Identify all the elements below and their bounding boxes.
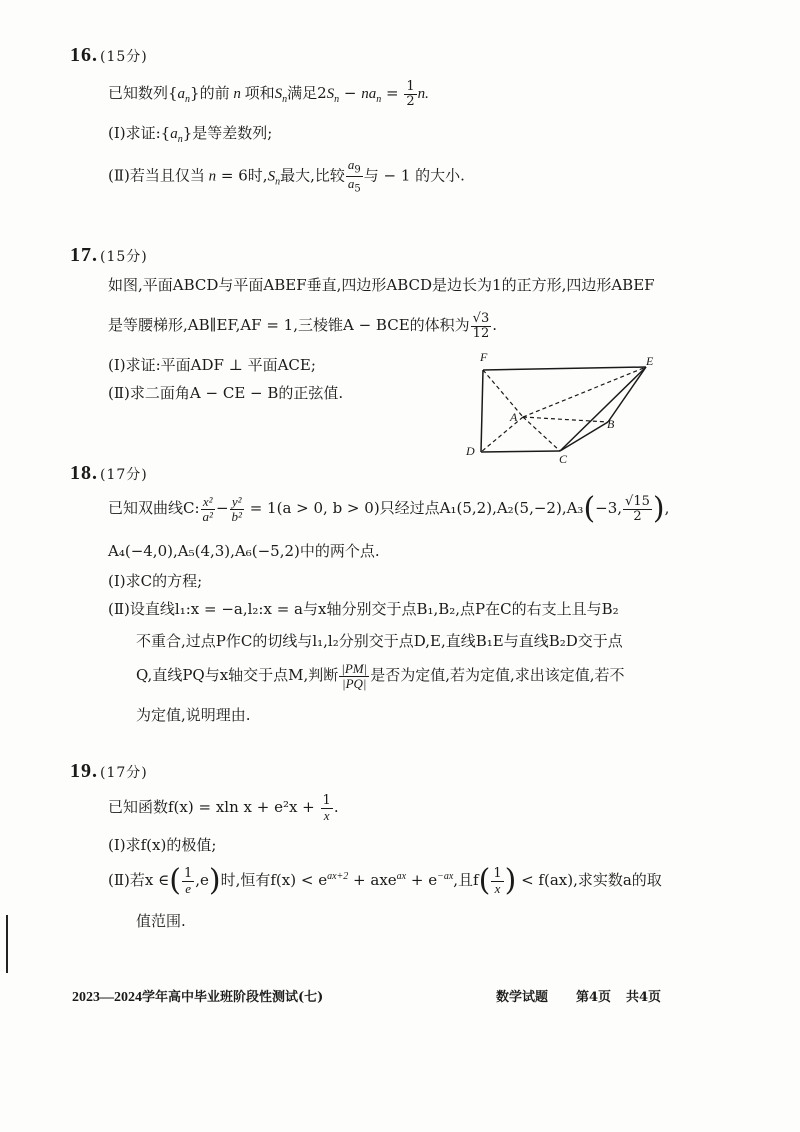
q18-part2-line4: 为定值,说明理由. <box>136 706 251 724</box>
fig-label-e: E <box>646 354 654 368</box>
q16-number: 16. (15分) <box>70 44 148 66</box>
q17-part1: (Ⅰ)求证:平面ADF ⊥ 平面ACE; <box>108 356 316 374</box>
footer-page: 第4页 <box>576 990 612 1005</box>
q18-part1: (Ⅰ)求C的方程; <box>108 572 203 590</box>
fig-label-a: A <box>510 410 518 424</box>
q18-part2-line2: 不重合,过点P作C的切线与l₁,l₂分别交于点D,E,直线B₁E与直线B₂D交于点 <box>136 632 623 650</box>
q18-part2-line1: (Ⅱ)设直线l₁:x = −a,l₂:x = a与x轴分别交于点B₁,B₂,点P在C的右支上且与B₂ <box>108 600 619 618</box>
q19-number: 19. (17分) <box>70 760 148 782</box>
fig-label-d: D <box>466 444 475 458</box>
fig-label-c: C <box>559 452 568 466</box>
fig-label-f: F <box>480 350 488 364</box>
footer-total: 共4页 <box>626 990 662 1005</box>
q18-line1: 已知双曲线C: $\frac{\text{x²}}{\text{a²}}$ − $\frac{\text{y²}}{\text{b²}}$ = 1(a > 0, b > 0)只经过点A₁(5,2),A₂(5,−2),A₃(−3, $\frac{√15}{2}$ ), <box>108 491 670 526</box>
fig-label-b: B <box>607 417 615 431</box>
q16-part1: (Ⅰ)求证$:\{a_n\}$是等差数列; <box>108 124 273 145</box>
q17-part2: (Ⅱ)求二面角A − CE − B的正弦值. <box>108 384 344 402</box>
q17-figure <box>460 345 670 467</box>
q16-stem: 已知数列$\{a_n\}$的前 n 项和$S_n$满足$2S_n - na_n$ = $\frac{1}{2}$ n. <box>108 79 429 109</box>
q16-part2: (Ⅱ)若当且仅当 n = 6时$,S_n$最大,比较 $\frac{a_9}{a_5}$ 与 − 1 的大小. <box>108 157 465 195</box>
footer-subject: 数学试题 <box>496 990 549 1005</box>
q19-part1: (Ⅰ)求f(x)的极值; <box>108 836 217 854</box>
q19-part2-line1: (Ⅱ)若x ∈( $\frac{1}{e}$ ,e)时,恒有$f(x) < e^{ax+2} + axe^{ax} + e^{-ax}$,且f( $\frac{1}{x}$ ) < f(ax),求实数a的取 <box>108 863 662 898</box>
q19-part2-line2: 值范围. <box>136 912 186 930</box>
q18-number: 18. (17分) <box>70 462 148 484</box>
q18-part2-line3: Q,直线PQ与x轴交于点M,判断 $\frac{|PM|}{|PQ|}$ 是否为定值,若为定值,求出该定值,若不 <box>136 661 625 691</box>
q18-line2: A₄(−4,0),A₅(4,3),A₆(−5,2)中的两个点. <box>108 542 380 560</box>
scan-edge-mark <box>6 915 8 973</box>
q16-points: (15分) <box>100 49 148 65</box>
q19-points: (17分) <box>100 765 148 781</box>
q17-line2: 是等腰梯形,AB∥EF,AF = 1,三棱锥A − BCE的体积为 $\frac{√3}{12}$ . <box>108 311 498 341</box>
q17-number: 17. (15分) <box>70 244 148 266</box>
q17-points: (15分) <box>100 249 148 265</box>
q18-points: (17分) <box>100 467 148 483</box>
q19-stem: 已知函数f(x) = xln x + e²x + $\frac{1}{x}$ . <box>108 793 339 823</box>
q17-line1: 如图,平面ABCD与平面ABEF垂直,四边形ABCD是边长为1的正方形,四边形ABEF <box>108 276 655 294</box>
footer-exam-title: 2023—2024学年高中毕业班阶段性测试(七) <box>72 990 324 1005</box>
